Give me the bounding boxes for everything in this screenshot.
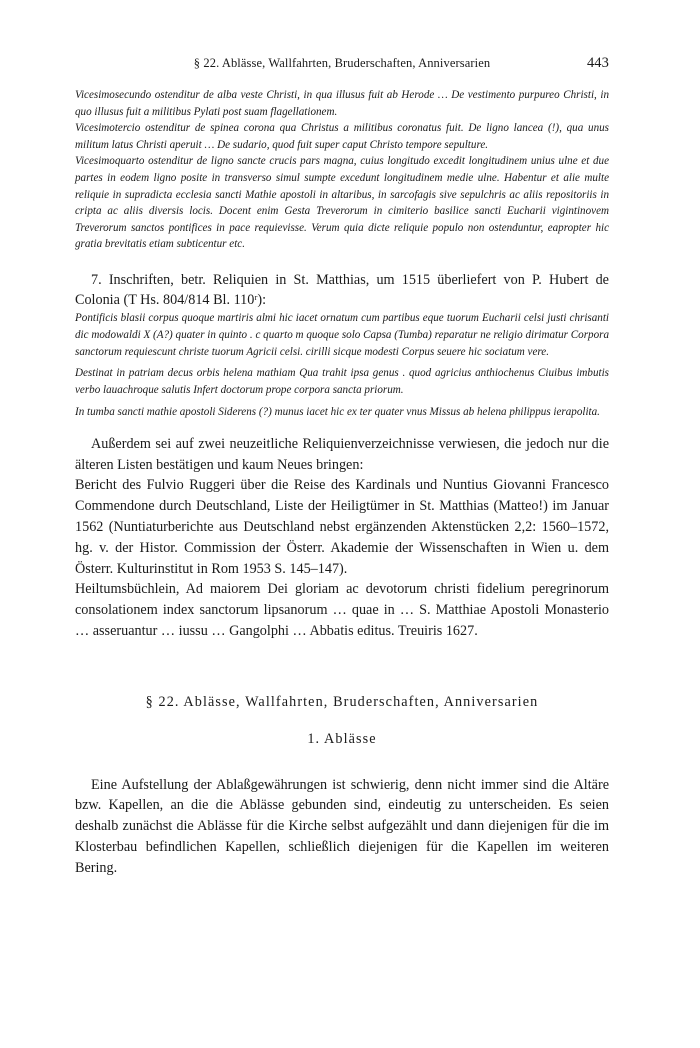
paragraph-bericht: Bericht des Fulvio Ruggeri über die Reise des Kardinals und Nuntius Giovanni Francesco Commendone durch Deutschland, Liste der Heiligtümer in St. Matthias (Matteo!) im Januar 1562 (Nuntiaturberichte aus Deutschland nebst ergänzenden Aktenstücken 2,2: 1560–1572, hg. v. der Histor. Commission der Österr. Akademie der Wissenschaften in Wien u. dem Österr. Kulturinstitut in Rom 1953 S. 145–147).: [75, 477, 609, 577]
paragraph-heiltumsbuechlein: Heiltumsbüchlein, Ad maiorem Dei gloriam ac devotorum christi fidelium peregrinorum consolationem index sanctorum lipsanorum … quae in … S. Matthiae Apostoli Monasterio … asseruantur … iussu … Gangolphi … Abbatis editus. Treuiris 1627.: [75, 581, 609, 639]
running-header: [75, 56, 609, 76]
latin-paragraph: Vicesimotercio ostenditur de spinea corona qua Christus a militibus coronatus fuit. De ligno lancea (!), qua unus militum latus Christi aperuit … De sudario, quod fuit super caput Christo tempore sepulture.: [75, 122, 609, 151]
latin-relic-list: [75, 87, 609, 253]
section-subtitle: 1. Ablässe: [307, 730, 377, 747]
inscription-quotes: [75, 310, 609, 421]
paragraph-ausserdem: Außerdem sei auf zwei neuzeitliche Reliquienverzeichnisse verwiesen, die jedoch nur die älteren Listen bestätigen und kaum Neues bringen:: [75, 435, 609, 473]
inscription-quote: Destinat in patriam decus orbis helena mathiam Qua trahit ipsa genus . quod agricius anthiochenus Ciuibus imbutis verbo lauachroque salutis Infert doctorum prope corpora sancta priorum.: [75, 367, 609, 397]
inscription-quote: In tumba sancti mathie apostoli Siderens (?) munus iacet hic ex ter quater vnus Missus ab helena philippus ierapolita.: [75, 405, 600, 418]
page-number: 443: [586, 55, 609, 71]
section-title: § 22. Ablässe, Wallfahrten, Bruderschaften, Anniversarien: [145, 693, 539, 710]
latin-paragraph: Vicesimoquarto ostenditur de ligno sancte crucis pars magna, cuius longitudo excedit longitudinem unius ulne et due partes in eodem ligno posite in transverso simul sumpte excedunt longitudinem medie ulne. Habentur et alie multe reliquie in supradicta ecclesia sancti Mathie apostoli in altaribus, in sarcofagis sive sepulchris ac aliis repositoriis in cripta ac aliis diversis locis. Docent enim Gesta Treverorum in cimiterio basilice sancti Eucharii vigintinovem Treverorum sanctos pontifices in pace requievisse. Verum quia dicte reliquie populo non ostenduntur, eapropter hic gratia brevitatis etiam subticentur etc.: [75, 155, 609, 251]
body-text: [75, 434, 609, 642]
section-intro-paragraph: Eine Aufstellung der Ablaßgewährungen ist schwierig, denn nicht immer sind die Altäre bzw. Kapellen, an die die Ablässe gebunden sind, eindeutig zu unterscheiden. Es seien deshalb zunächst die Ablässe für die Kirche selbst aufgezählt und dann diejenigen für die im Klosterbau befindlichen Kapellen, schließlich diejenigen für die Kapellen im weiteren Bering.: [75, 776, 609, 876]
running-title: § 22. Ablässe, Wallfahrten, Bruderschaften, Anniversarien: [193, 56, 491, 70]
book-page: [75, 56, 609, 879]
entry-7-heading: 7. Inschriften, betr. Reliquien in St. Matthias, um 1515 überliefert von P. Hubert de Colonia (T Hs. 804/814 Bl. 110ʳ):: [75, 271, 609, 308]
inscription-quote: Pontificis blasii corpus quoque martiris almi hic iacet ornatum cum partibus eque tuorum Eucharii celsi justi chrisanti dic modowaldi X (A?) quater in quinto . c quarto m quoque solo Capsa (Tumba) reparatur ne religio dirimatur Corpora sanctorum requiescunt christe tuorum Agricii celsi. cirilli sicque modesti Corpus seuere hic sociatum vere.: [75, 311, 609, 358]
latin-paragraph: Vicesimosecundo ostenditur de alba veste Christi, in qua illusus fuit ab Herode … De vestimento purpureo Christi, in quo illusus fuit a militibus Pylati post suam flagellationem.: [75, 89, 609, 118]
